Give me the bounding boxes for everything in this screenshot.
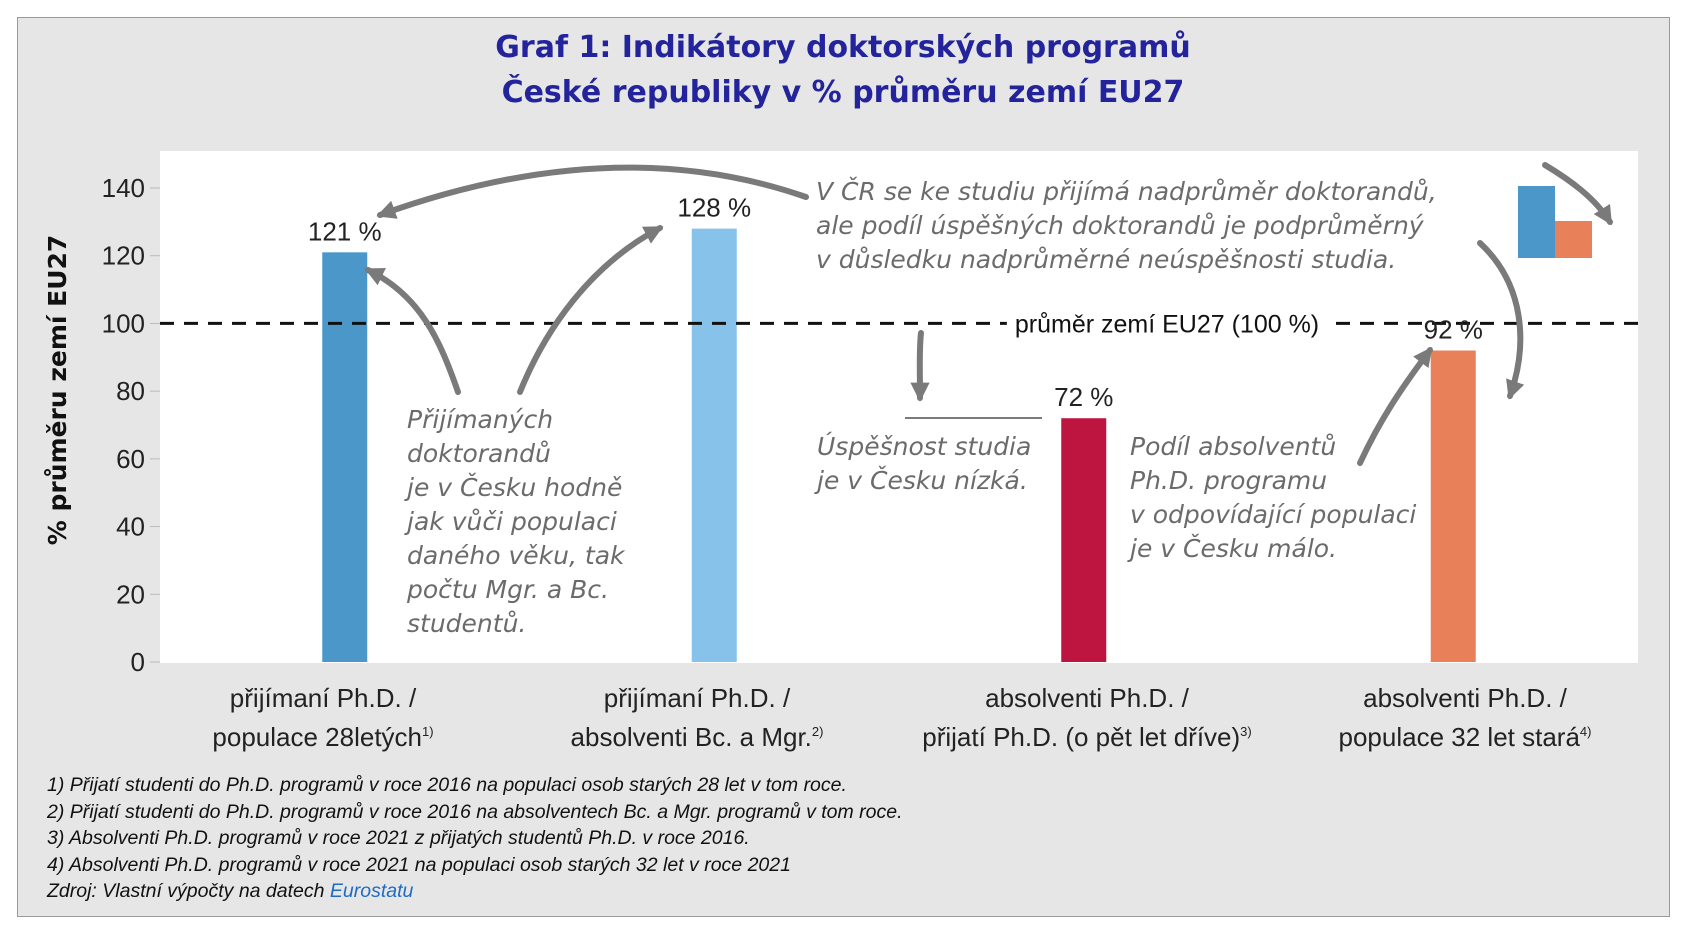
annotation-middle [817, 430, 1031, 498]
annotation-left-line: počtu Mgr. a Bc. [407, 575, 609, 604]
annotation-left-line: daného věku, tak [407, 541, 625, 570]
annotation-right-line: Podíl absolventů [1130, 432, 1337, 461]
category-2-line1: přijímaní Ph.D. / [603, 683, 791, 713]
annotation-right [1130, 430, 1416, 566]
y-tick-label: 100 [101, 308, 145, 339]
chart-title-line1: Graf 1: Indikátory doktorských programů [495, 30, 1191, 65]
annotation-left-line: doktorandů [407, 439, 551, 468]
y-tick-label: 120 [101, 240, 145, 271]
y-tick-label: 40 [116, 511, 145, 542]
annotation-left-line: Přijímaných [407, 405, 554, 434]
category-3-text: přijatí Ph.D. (o pět let dříve) [922, 722, 1241, 752]
source-prefix: Zdroj: Vlastní výpočty na datech [47, 880, 330, 902]
category-2-text: absolventi Bc. a Mgr. [570, 722, 812, 752]
footnote-ref-3: 3) [1240, 724, 1252, 739]
category-4-line2 [1270, 715, 1660, 754]
annotation-top-line: ale podíl úspěšných doktorandů je podprůměrný [816, 211, 1424, 240]
footnote-2: 2) Přijatí studenti do Ph.D. programů v roce 2016 na absolventech Bc. a Mgr. programů v tom roce. [47, 800, 903, 823]
annotation-right-line: je v Česku málo. [1130, 534, 1338, 563]
annotation-left [407, 403, 625, 641]
arrow-left-to-bar2 [520, 228, 660, 392]
annotation-left-line: studentů. [407, 609, 527, 638]
footnotes [47, 772, 903, 905]
annotation-middle-line: je v Česku nízká. [817, 466, 1028, 495]
annotation-right-line: Ph.D. programu [1130, 466, 1328, 495]
source-line [47, 878, 903, 905]
y-tick-label: 0 [130, 647, 145, 677]
footnote-3: 3) Absolventi Ph.D. programů v roce 2021 z přijatých studentů Ph.D. v roce 2016. [47, 827, 750, 849]
category-2-line2 [532, 715, 862, 754]
data-label: 72 % [1054, 382, 1114, 413]
chart-title-line2: České republiky v % průměru zemí EU27 [501, 75, 1185, 110]
category-4-text: populace 32 let stará [1338, 722, 1580, 752]
y-tick-label: 80 [116, 376, 145, 407]
category-label-2 [532, 681, 862, 754]
category-1-text: populace 28letých [212, 722, 423, 752]
footnote-ref-2: 2) [811, 724, 824, 739]
bar [322, 252, 367, 662]
annotation-top-line: v důsledku nadprůměrné neúspěšnosti studia. [816, 245, 1397, 274]
annotation-middle-line: Úspěšnost studia [817, 432, 1032, 461]
category-3-line1: absolventi Ph.D. / [985, 683, 1189, 713]
category-1-line1: přijímaní Ph.D. / [229, 683, 417, 713]
category-label-4 [1270, 681, 1660, 754]
annotation-left-line: jak vůči populaci [407, 507, 617, 536]
annotation-left-line: je v Česku hodně [407, 473, 623, 502]
reference-line-label: průměr zemí EU27 (100 %) [1014, 310, 1320, 339]
arrow-text-to-bar4 [1480, 243, 1520, 396]
mini-bar-orange [1555, 221, 1592, 258]
category-label-3 [882, 681, 1292, 754]
y-tick-label: 140 [101, 173, 145, 203]
arrow-down-to-middle [920, 333, 921, 398]
category-1-line2 [158, 715, 488, 754]
data-label: 128 % [677, 192, 752, 223]
footnote-ref-4: 4) [1579, 724, 1592, 739]
data-label: 121 % [307, 216, 382, 247]
footnote-ref-1: 1) [422, 724, 434, 739]
category-label-1 [158, 681, 488, 754]
annotation-right-line: v odpovídající populaci [1130, 500, 1417, 529]
footnote-4: 4) Absolventi Ph.D. programů v roce 2021 na populaci osob starých 32 let v roce 2021 [47, 853, 791, 876]
y-axis [102, 173, 160, 677]
category-3-line2 [882, 715, 1292, 754]
y-axis-label: % průměru zemí EU27 [43, 234, 72, 546]
annotation-top [816, 175, 1437, 277]
source-link[interactable]: Eurostatu [329, 880, 414, 902]
footnote-1: 1) Přijatí studenti do Ph.D. programů v roce 2016 na populaci osob starých 28 let v tom roce. [47, 774, 847, 796]
y-tick-label: 60 [116, 443, 145, 474]
y-tick-label: 20 [116, 579, 145, 610]
bar [1431, 351, 1476, 662]
mini-bar-blue [1518, 186, 1555, 258]
category-4-line1: absolventi Ph.D. / [1363, 683, 1567, 713]
arrow-left-to-bar1 [368, 270, 458, 392]
data-label: 92 % [1423, 314, 1483, 345]
annotation-top-line: V ČR se ke studiu přijímá nadprůměr doktorandů, [816, 177, 1437, 206]
bar [692, 229, 737, 662]
bar [1061, 418, 1106, 662]
